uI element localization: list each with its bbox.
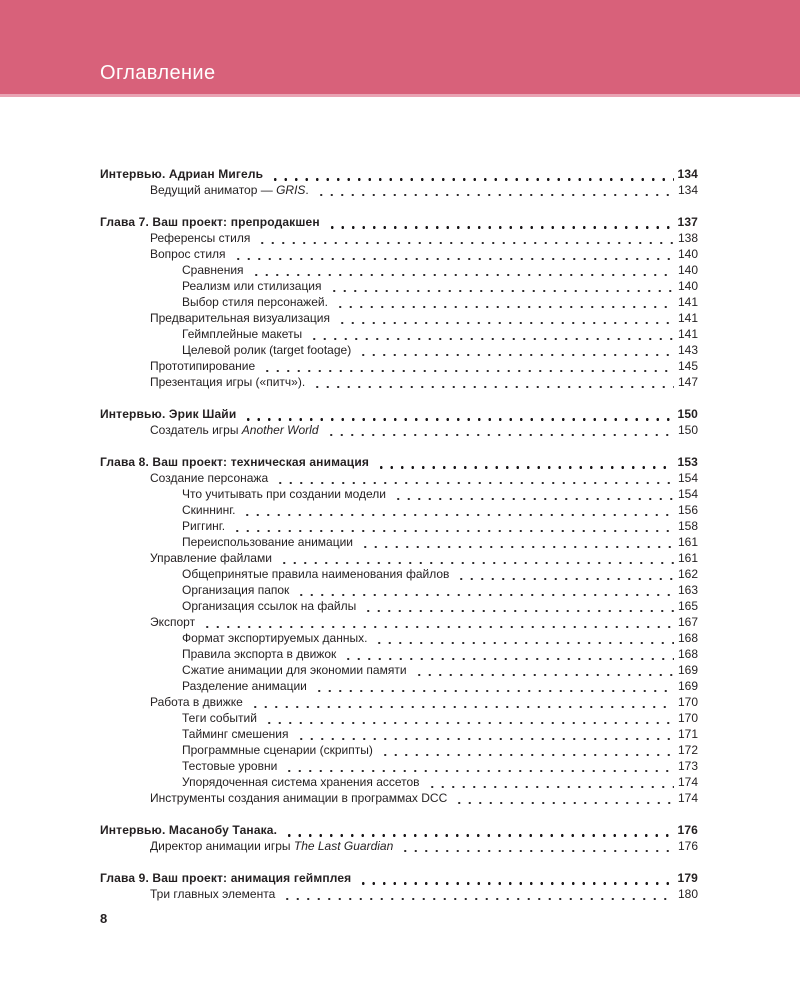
toc-entry-label: Целевой ролик (target footage) bbox=[182, 343, 352, 357]
dot-leader bbox=[327, 214, 674, 230]
toc-entry-label: Создание персонажа bbox=[150, 471, 269, 485]
toc-entry-page: 138 bbox=[677, 231, 698, 245]
dot-leader bbox=[360, 534, 674, 550]
dot-leader bbox=[400, 838, 674, 854]
toc-entry-label: Ведущий аниматор — GRIS. bbox=[150, 183, 309, 197]
dot-leader bbox=[335, 294, 674, 310]
toc-row bbox=[100, 230, 698, 246]
toc-entry-label: Программные сценарии (скрипты) bbox=[182, 743, 373, 757]
dot-leader bbox=[296, 726, 674, 742]
toc-entry-label: Теги событий bbox=[182, 711, 257, 725]
toc-entry-label: Формат экспортируемых данных. bbox=[182, 631, 368, 645]
toc-row bbox=[100, 278, 698, 294]
toc-entry-label: Интервью. Масанобу Танака. bbox=[100, 823, 278, 837]
toc-entry-label: Директор анимации игры The Last Guardian bbox=[150, 839, 394, 853]
toc-entry-label: Вопрос стиля bbox=[150, 247, 226, 261]
dot-leader bbox=[242, 502, 674, 518]
toc-entry-page: 161 bbox=[677, 551, 698, 565]
dot-leader bbox=[376, 454, 674, 470]
toc-entry-page: 140 bbox=[677, 279, 698, 293]
toc-entry-page: 168 bbox=[677, 647, 698, 661]
toc-entry-label: Что учитывать при создании модели bbox=[182, 487, 386, 501]
dot-leader bbox=[251, 262, 674, 278]
page-title: Оглавление bbox=[100, 62, 216, 84]
dot-leader bbox=[296, 582, 674, 598]
dot-leader bbox=[374, 630, 674, 646]
table-of-contents bbox=[100, 166, 698, 902]
toc-entry-label: Три главных элемента bbox=[150, 887, 276, 901]
toc-entry-page: 176 bbox=[677, 839, 698, 853]
dot-leader bbox=[326, 422, 674, 438]
toc-row bbox=[100, 182, 698, 198]
toc-entry-label: Экспорт bbox=[150, 615, 196, 629]
toc-entry-label: Геймплейные макеты bbox=[182, 327, 303, 341]
dot-leader bbox=[316, 182, 674, 198]
dot-leader bbox=[314, 678, 674, 694]
toc-row bbox=[100, 646, 698, 662]
dot-leader bbox=[250, 694, 674, 710]
toc-entry-page: 169 bbox=[677, 679, 698, 693]
toc-entry-page: 174 bbox=[677, 791, 698, 805]
toc-row bbox=[100, 486, 698, 502]
toc-entry-label: Организация папок bbox=[182, 583, 290, 597]
toc-entry-page: 140 bbox=[677, 247, 698, 261]
dot-leader bbox=[232, 518, 674, 534]
toc-entry-label: Сравнения bbox=[182, 263, 244, 277]
toc-row bbox=[100, 406, 698, 422]
toc-row bbox=[100, 246, 698, 262]
toc-entry-label: Интервью. Адриан Мигель bbox=[100, 167, 264, 181]
toc-entry-page: 161 bbox=[677, 535, 698, 549]
toc-row bbox=[100, 326, 698, 342]
toc-entry-label: Риггинг. bbox=[182, 519, 226, 533]
toc-entry-page: 165 bbox=[677, 599, 698, 613]
toc-entry-page: 137 bbox=[677, 215, 698, 229]
toc-row bbox=[100, 166, 698, 182]
toc-row bbox=[100, 294, 698, 310]
toc-entry-page: 150 bbox=[677, 423, 698, 437]
toc-entry-label: Глава 9. Ваш проект: анимация геймплея bbox=[100, 871, 352, 885]
chapter-header-band bbox=[0, 0, 800, 97]
toc-row bbox=[100, 422, 698, 438]
toc-row bbox=[100, 870, 698, 886]
toc-row bbox=[100, 710, 698, 726]
dot-leader bbox=[275, 470, 674, 486]
dot-leader bbox=[454, 790, 674, 806]
toc-row bbox=[100, 694, 698, 710]
toc-entry-page: 169 bbox=[677, 663, 698, 677]
toc-entry-page: 143 bbox=[677, 343, 698, 357]
toc-entry-page: 174 bbox=[677, 775, 698, 789]
toc-entry-label: Предварительная визуализация bbox=[150, 311, 330, 325]
toc-entry-page: 168 bbox=[677, 631, 698, 645]
toc-entry-page: 145 bbox=[677, 359, 698, 373]
dot-leader bbox=[270, 166, 673, 182]
dot-leader bbox=[257, 230, 674, 246]
toc-entry-label: Разделение анимации bbox=[182, 679, 307, 693]
toc-row bbox=[100, 838, 698, 854]
toc-row bbox=[100, 470, 698, 486]
toc-entry-page: 180 bbox=[677, 887, 698, 901]
toc-entry-page: 176 bbox=[677, 823, 698, 837]
toc-entry-page: 170 bbox=[677, 711, 698, 725]
toc-entry-label: Интервью. Эрик Шайи bbox=[100, 407, 237, 421]
dot-leader bbox=[427, 774, 674, 790]
toc-entry-page: 162 bbox=[677, 567, 698, 581]
toc-row bbox=[100, 310, 698, 326]
dot-leader bbox=[337, 310, 674, 326]
toc-entry-page: 156 bbox=[677, 503, 698, 517]
dot-leader bbox=[358, 870, 673, 886]
toc-entry-label: Прототипирование bbox=[150, 359, 256, 373]
toc-entry-page: 173 bbox=[677, 759, 698, 773]
toc-entry-page: 171 bbox=[677, 727, 698, 741]
toc-entry-page: 167 bbox=[677, 615, 698, 629]
toc-row bbox=[100, 822, 698, 838]
toc-entry-page: 179 bbox=[677, 871, 698, 885]
toc-entry-page: 141 bbox=[677, 311, 698, 325]
toc-row bbox=[100, 518, 698, 534]
toc-row bbox=[100, 758, 698, 774]
toc-entry-page: 170 bbox=[677, 695, 698, 709]
toc-entry-label: Глава 8. Ваш проект: техническая анимация bbox=[100, 455, 370, 469]
dot-leader bbox=[363, 598, 674, 614]
toc-row bbox=[100, 582, 698, 598]
toc-row bbox=[100, 678, 698, 694]
toc-row bbox=[100, 454, 698, 470]
dot-leader bbox=[284, 822, 673, 838]
toc-row bbox=[100, 790, 698, 806]
toc-entry-label: Референсы стиля bbox=[150, 231, 251, 245]
toc-row bbox=[100, 550, 698, 566]
dot-leader bbox=[456, 566, 674, 582]
toc-entry-label: Тестовые уровни bbox=[182, 759, 278, 773]
toc-entry-label: Управление файлами bbox=[150, 551, 272, 565]
toc-entry-page: 150 bbox=[677, 407, 698, 421]
toc-entry-label: Тайминг смешения bbox=[182, 727, 289, 741]
dot-leader bbox=[309, 326, 674, 342]
toc-row bbox=[100, 374, 698, 390]
dot-leader bbox=[312, 374, 674, 390]
toc-row bbox=[100, 598, 698, 614]
toc-row bbox=[100, 502, 698, 518]
toc-entry-label: Презентация игры («питч»). bbox=[150, 375, 306, 389]
toc-row bbox=[100, 358, 698, 374]
toc-entry-label: Работа в движке bbox=[150, 695, 243, 709]
toc-entry-label: Создатель игры Another World bbox=[150, 423, 319, 437]
toc-row bbox=[100, 886, 698, 902]
toc-entry-label: Реализм или стилизация bbox=[182, 279, 322, 293]
dot-leader bbox=[284, 758, 674, 774]
toc-entry-page: 147 bbox=[677, 375, 698, 389]
dot-leader bbox=[393, 486, 674, 502]
dot-leader bbox=[233, 246, 674, 262]
toc-row bbox=[100, 630, 698, 646]
dot-leader bbox=[414, 662, 674, 678]
toc-entry-label: Общепринятые правила наименования файлов bbox=[182, 567, 450, 581]
toc-entry-label: Упорядоченная система хранения ассетов bbox=[182, 775, 420, 789]
toc-entry-label: Организация ссылок на файлы bbox=[182, 599, 357, 613]
toc-entry-label: Скиннинг. bbox=[182, 503, 236, 517]
toc-entry-page: 140 bbox=[677, 263, 698, 277]
toc-row bbox=[100, 726, 698, 742]
toc-row bbox=[100, 662, 698, 678]
dot-leader bbox=[202, 614, 674, 630]
toc-entry-label: Выбор стиля персонажей. bbox=[182, 295, 328, 309]
dot-leader bbox=[264, 710, 674, 726]
dot-leader bbox=[262, 358, 674, 374]
toc-row bbox=[100, 614, 698, 630]
toc-entry-page: 172 bbox=[677, 743, 698, 757]
toc-entry-label: Инструменты создания анимации в программах DCC bbox=[150, 791, 448, 805]
toc-row bbox=[100, 742, 698, 758]
toc-entry-label: Правила экспорта в движок bbox=[182, 647, 337, 661]
folio-page-number: 8 bbox=[100, 911, 108, 926]
toc-row bbox=[100, 774, 698, 790]
toc-entry-page: 163 bbox=[677, 583, 698, 597]
toc-entry-page: 141 bbox=[677, 295, 698, 309]
dot-leader bbox=[358, 342, 674, 358]
toc-entry-page: 134 bbox=[677, 183, 698, 197]
toc-row bbox=[100, 534, 698, 550]
toc-entry-page: 153 bbox=[677, 455, 698, 469]
dot-leader bbox=[380, 742, 674, 758]
toc-row bbox=[100, 262, 698, 278]
toc-entry-label: Сжатие анимации для экономии памяти bbox=[182, 663, 407, 677]
dot-leader bbox=[282, 886, 674, 902]
toc-entry-page: 141 bbox=[677, 327, 698, 341]
toc-entry-page: 154 bbox=[677, 487, 698, 501]
dot-leader bbox=[329, 278, 674, 294]
toc-row bbox=[100, 342, 698, 358]
dot-leader bbox=[243, 406, 673, 422]
toc-entry-page: 134 bbox=[677, 167, 698, 181]
toc-entry-page: 154 bbox=[677, 471, 698, 485]
dot-leader bbox=[343, 646, 674, 662]
toc-entry-label: Глава 7. Ваш проект: препродакшен bbox=[100, 215, 320, 229]
toc-entry-label: Переиспользование анимации bbox=[182, 535, 354, 549]
dot-leader bbox=[279, 550, 674, 566]
toc-entry-page: 158 bbox=[677, 519, 698, 533]
toc-row bbox=[100, 566, 698, 582]
toc-row bbox=[100, 214, 698, 230]
